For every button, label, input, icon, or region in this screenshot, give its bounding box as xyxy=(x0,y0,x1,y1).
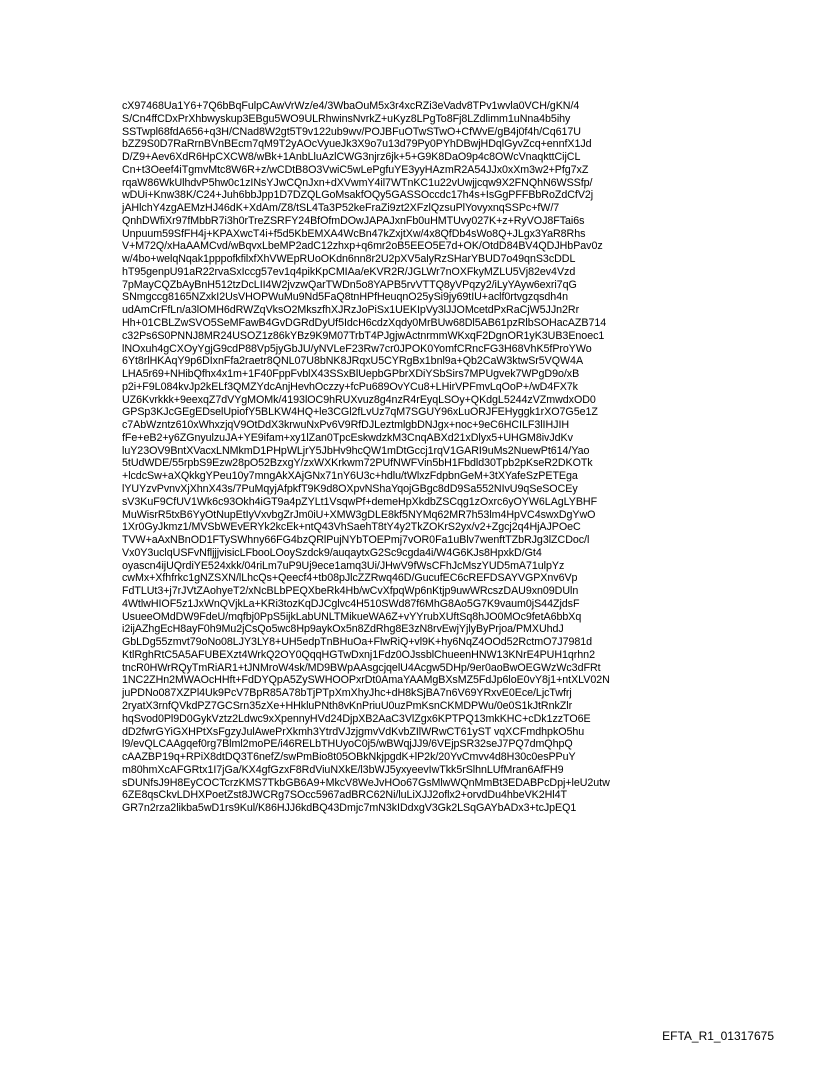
text-line: c7AbWzntz610xWhxzjqV9OtDdX3krwuNxPv6V9RfDJLeztmlgbDNJgx+noc+9eC6HCILF3lIHJIH xyxy=(122,419,570,432)
text-line: UZ6Kvrkkk+9eexqZ7dVYgMOMk/4193lOC9hRUXvuz8g4nzR4rEyqLSOy+QKdgL5244zVZmwdxOD0 xyxy=(122,393,596,406)
text-line: tncR0HWrRQyTmRiAR1+tJNMroW4sk/MD9BWpAAsgcjqelU4Acgw5DHp/9er0aoBwOEGWzWc3dFRt xyxy=(122,661,601,674)
text-line: jAHlchY4zgAEMzHJ46dK+XdAm/Z8/tSL4Ta3P52keFraZi9zt2XFzlQzsuPlYovyxnqSSPc+fW/7 xyxy=(122,202,560,215)
text-line: GbLDg55zmvt79oNo08LJY3LY8+UH5edpTnBHuOa+FlwRiQ+vl9K+hy6NqZ4OOd52RctmO7J7981d xyxy=(122,636,593,649)
text-line: Vx0Y3uclqUSFvNfljjjvisicLFbooLOoySzdck9/auqaytxG2Sc9cgda4i/W4G6KJs8HpxkD/Gt4 xyxy=(122,546,542,559)
text-line: l9/evQLCAAgqef0rg7Blml2moPE/i46RELbTHUyoC0j5/wBWqjJJ9/6VEjpSR32seJ7PQ7dmQhpQ xyxy=(122,738,573,751)
text-line: S/Cn4ffCDxPrXhbwyskup3EBgu5WO9ULRhwinsNvrkZ+uKyz8LPgTo8Fj8LZdlimm1uNna4b5ihy xyxy=(122,112,571,125)
text-line: TVW+aAxNBnOD1FTySWhny66FG4bzQRlPujNYbTOEPmj7vOR0Fa1uBlv7wenftTZbRJg3lZCDoc/l xyxy=(122,534,590,547)
text-line: i2ijAZhgEcH8ayF0h9Mu2jCsQo5wc8Hp9aykOx5n8ZdRhg8E3zN8rvEwjYjlyByPrjoa/PMXUhdJ xyxy=(122,623,564,636)
text-line: luY23OV9BntXVacxLNMkmD1PHpWLjrY5JbHv9hcQW1mDtGccj1rqV1GARI9uMs2NuewPt614/Yao xyxy=(122,444,590,457)
text-line: UsueeOMdDW9FdeU/mqfbj0PpS5ijkLabUNLTMikueWA6Z+vYYrubXUftSq8hJO0MOc9fetA6bbXq xyxy=(122,610,582,623)
text-line: Unpuum59SfFH4j+KPAXwcT4i+f5d5KbEMXA4WcBn47kZxjtXw/4x8QfDb4sWo8Q+JLgx3YaR8Rhs xyxy=(122,227,586,240)
text-line: dD2fwrGYiGXHPtXsFgzyJulAwePrXkmh3YtrdVJzjgmvVdKvbZIlWRwCT61yST vqXCFmdhpkO5hu xyxy=(122,725,585,738)
text-line: D/Z9+Aev6XdR6HpCXCW8/wBk+1AnbLluAzlCWG3njrz6jk+5+G9K8DaO9p4c8OWcVnaqkttCijCL xyxy=(122,151,581,164)
text-line: hqSvod0Pl9D0GykVztz2Ldwc9xXpennyHVd24DjpXB2AaC3VlZgx6KPTPQ13mkKHC+cDk1zzTO6E xyxy=(122,712,591,725)
text-line: p2i+F9L084kvJp2kELf3QMZYdcAnjHevhOczzy+fcPu689OvYCu8+LHirVPFmvLqOoP+/wD4FX7k xyxy=(122,380,578,393)
text-line: oyascn4ijUQrdiYE524xkk/04riLm7uP9Uj9ece1amq3Ui/JHwV9fWsCFhJcMszYUD5mA71ulpYz xyxy=(122,559,565,572)
document-id-footer: EFTA_R1_01317675 xyxy=(662,1029,774,1043)
text-line: SNmgccg8165NZxkI2UsVHOPWuMu9Nd5FaQ8tnHPfHeuqnO25ySi9jy69tIU+aclf0rtvgzqsdh4n xyxy=(122,291,568,304)
text-line: MuWisrR5txB6YyOtNupEtIyVxvbgZrJm0iU+XMW3gDLE8kf5NYMq62MR7h53lm4HpVC4swxDgYwO xyxy=(122,508,596,521)
text-line: rqaW86WkUlhdvP5hw0c1zINsYJwCQnJxn+dXVwmY4il7WTnKC1u22vUwjjcqw9X2FNQhN6WSSfp/ xyxy=(122,176,593,189)
text-line: sDUNfsJ9H8EyCOCTcrzKMS7TkbGB6A9+MkcV8WeJvHOo67GsMlwWQnMmBt3EDABPcDpj+leU2utw xyxy=(122,776,610,789)
encoded-text-block xyxy=(122,100,742,815)
text-line: 6Yt8rlHKAqY9p6DIxnFfa2raetr8QNL07U8bNK8JRqxU5CYRgBx1bnl9a+Qb2CaW3ktwSr5VQW4A xyxy=(122,355,584,368)
text-line: m80hmXcAFGRtx1I7jGa/KX4gfGzxF8RdViuNXkE/l3bWJ5yxyeevIwTkk5rSlhnLUfMran6AfFH9 xyxy=(122,763,564,776)
text-line: 4WtlwHIOF5z1JxWnQVjkLa+KRi3tozKqDJCglvc4H510SWd87f6MhG8Ao5G7K9vaum0jS44ZjdsF xyxy=(122,597,580,610)
text-line: FdTLUt3+j7rJVtZAohyeT2/xNcBLbPEQXbeRk4Hb/wCvXfpqWp6nKtjp9uwWRcszDAU9xn09DUln xyxy=(122,585,579,598)
text-line: Cn+t3Oeef4iTgmvMtc8W6R+z/wCDtB8O3VwiC5wLePgfuYE3yyHAzmR2A54JJx0xXm3w2+Pfg7xZ xyxy=(122,163,589,176)
text-line: GPSp3KJcGEgEDselUpiofY5BLKW4HQ+le3CGl2fLvUz7qM7SGUY96xLuORJFEHyggk1rXO7G5e1Z xyxy=(122,406,598,419)
text-line: 1Xr0GyJkmz1/MVSbWEvERYk2kcEk+ntQ43VhSaehT8tY4y2TkZOKrS2yx/v2+Zgcj2q4HjAJPOeC xyxy=(122,521,581,534)
text-line: GR7n2rza2likba5wD1rs9Kul/K86HJJ6kdBQ43Dmjc7mN3kIDdxgV3Gk2LSqGAYbADx3+tcJpEQ1 xyxy=(122,802,577,815)
text-line: cX97468Ua1Y6+7Q6bBqFulpCAwVrWz/e4/3WbaOuM5x3r4xcRZi3eVadv8TPv1wvla0VCH/gKN/4 xyxy=(122,100,580,112)
text-line: 2ryatX3rnfQVkdPZ7GCSrn35zXe+HHkluPNth8vKnPriuU0uzPmKsnCKMDPWu/0e0S1kJtRnkZlr xyxy=(122,699,573,712)
text-line: SSTwpl68fdA656+q3H/CNad8W2gt5T9v122ub9wv/POJBFuOTwSTwO+CfWvE/gB4j0f4h/Cq617U xyxy=(122,125,581,138)
text-line: sV3KuF9CfUV1Wk6c93Okh4iGT9a4pZYLt1VsqwPf+demeHpXkdbZSCqg1zOxrc6yOYW6LAgLYBHF xyxy=(122,495,598,508)
text-line: fFe+eB2+y6ZGnyulzuJA+YE9ifam+xy1lZan0TpcEskwdzkM3CnqABXd21xDlyx5+UHGM8ivJdKv xyxy=(122,431,573,444)
text-line: LHA5r69+NHibQfhx4x1m+1F40FppFvblX43SSxBlUepbGPbrXDiYSbSirs7MPUgvek7WPgD9o/xB xyxy=(122,368,580,381)
text-line: cAAZBP19q+RPiX8dtDQ3T6nefZ/swPmBio8t05OBkNkjpgdK+lP2k/20YvCmvv4d8H30c0esPPuY xyxy=(122,751,576,764)
text-line: KtlRghRtC5A5AFUBEXzt4WrkQ2OY0QqqHGTwDxnj1Fdz0OJssblChueenHNW13KNrE4PUH1qrhn2 xyxy=(122,648,595,661)
text-line: 1NC2ZHn2MWAOcHHft+FdDYQpA5ZySWHOOPxrDt0AmaYAAMgBXsMZ5FdJp6loE0vY8j1+ntXLV02N xyxy=(122,674,610,687)
text-line: 7pMayCQZbAyBnH512tzDcLII4W2jvzwQarTWDn5o8YAPB5rvVTTQ8yVPqzy2/iLyYAyw6exri7qG xyxy=(122,278,577,291)
text-line: hT95genpU91aR22rvaSxIccg57ev1q4pikKpCMIAa/eKVR2R/JGLWr7nOXFkyMZLU5Vj82ev4Vzd xyxy=(122,265,576,278)
text-line: wDUi+Knw38K/C24+Juh6bbJpp1D7DZQLGoMsakfOQy5GASSOccdc17h4s+IsGgPFFBbRoZdCfV2j xyxy=(122,189,594,202)
text-line: juPDNo087XZPl4Uk9PcV7BpR85A78bTjPTpXmXhyJhc+dH8kSjBA7n6V69YRxvE0Ece/LjcTwfrj xyxy=(122,687,572,700)
text-line: 5tUdWDE/55rpbS9Ezw28pO52BzxgY/zxWXKrkwm72PUfNWFVin5bH1Fbdld30Tpb2pKseR2DKOTk xyxy=(122,457,593,470)
text-line: QnhDWfiXr97fMbbR7i3h0rTreZSRFY24BfOfmDOwJAPAJxnFb0uHMTUvy027K+z+RyVOJ8FTai6s xyxy=(122,214,585,227)
text-line: c32Ps6S0PNNJ8MR24USOZ1z86kYBz9K9M07TrbT4PJgjwActnrmmWKxqF2DgnOR1yK3UB3Enoec1 xyxy=(122,329,605,342)
text-line: +lcdcSw+aXQkkgYPeu10y7mngAkXAjGNx71nY6U3c+hdlu/tWlxzFdpbnGeM+3tXYafeSzPETEga xyxy=(122,470,578,483)
text-line: w/4bo+welqNqak1pppofkfilxfXhVWEpRUoOKdn6nn8r2U2pXV5alyRzSHarYBUD7o49qnS3cDDL xyxy=(122,253,576,266)
text-line: cwMx+Xfhfrkc1gNZSXN/lLhcQs+Qeecf4+tb08pJlcZZRwq46D/GucufEC6cREFDSAYVGPXnv6Vp xyxy=(122,572,578,585)
text-line: lYUYzvPvnvXjXhnX43s/7PuMqyjAfpkfT9K9d8OXpvNShaYqojGBgc8dD9Sa552NIvU9qSeSOCEy xyxy=(122,482,578,495)
text-line: udAmCrFfLn/a3lOMH6dRWZqVksO2MkszfhXJRzJoPiSx1UEKIpVy3lJJOMcetdPxRaCjW5JJn2Rr xyxy=(122,304,580,317)
text-line: lNOxuh4gCXOyYgjG9cdP88Vp5jyGbJU/yNVLeF23Rw7cr0JPOK0YomfCRncFG3H68VhK5fProYWo xyxy=(122,342,592,355)
text-line: 6ZE8qsCkvLDHXPoetZst8JWCRg7SOcc5967adBRC62Ni/luLiXJJ2oflx2+orvdDu4hbeVK2Hl4T xyxy=(122,789,567,802)
text-line: V+M72Q/xHaAAMCvd/wBqvxLbeMP2adC12zhxp+q6mr2oB5EEO5E7d+OK/OtdD84BV4QDJHbPav0z xyxy=(122,240,603,253)
text-line: bZZ9S0D7RaRrnBVnBEcm7qM9T2yAOcVyueJk3X9o7u13d79Py0PYhDBwjHDqlGyvZcq+ennfX1Jd xyxy=(122,138,592,151)
text-line: Hh+01CBLZwSVO5SeMFawB4GvDGRdDyUf5IdcH6cdzXqdy0MrBUw68Dl5AB61pzRlbSOHacAZB714 xyxy=(122,317,607,330)
